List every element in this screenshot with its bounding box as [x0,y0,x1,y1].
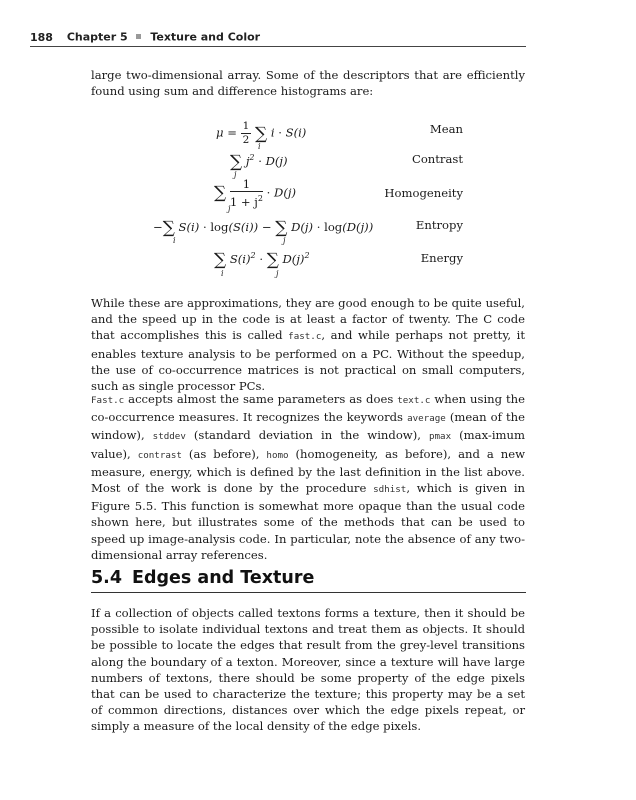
code-average: average [407,413,446,425]
equation-label-mean: Mean [429,122,463,136]
code-contrast: contrast [137,449,182,461]
equation-label-entropy: Entropy [415,218,463,232]
chapter-title: Texture and Color [150,30,261,44]
equation-label-energy: Energy [420,251,463,265]
paragraph-edges: If a collection of objects called textons forms a texture, then it should be possible to isolate individual textons and treat them as objects. It should be possible to locate the edges that result from the grey-level transitions along the boundary of a texton. Moreover, since a texture will have large numbers of textons, there should be some property of the edge pixels that can be used to characterize the texture; this property may be a set of common directions, distances over which the edge pixels repeat, or simply a measure of the local density of the edge pixels. [91,606,525,734]
page-number: 188 [30,30,53,44]
chapter-label: Chapter 5 [66,30,128,44]
equation-contrast: ∑ $j^2 \cdot D(j)$ j [230,152,288,179]
intro-paragraph: large two-dimensional array. Some of the descriptors that are efficiently found using sum and difference histograms are: [91,68,525,99]
section-heading [91,568,314,588]
section-number: 5.4 [91,568,123,588]
equation-energy: ∑ $S(i)^2$ · ∑ $D(j)^2$ i j [214,250,310,278]
running-header [30,30,525,46]
code-stddev: stddev [152,431,186,443]
section-rule [91,592,526,593]
equation-entropy: −∑ S(i) · log(S(i)) − ∑ D(j) · log(D(j)) i j [153,218,374,245]
code-sdhist: sdhist [373,484,407,496]
equation-homogeneity: ∑ $\frac{1}{1 + j^2}$ · D(j) j [214,177,296,213]
separator-square-icon [136,34,141,39]
equation-mean: μ = $\frac{1}{2}$ ∑ i · S(i) i [216,120,307,151]
equation-label-contrast: Contrast [411,152,463,166]
paragraph-speedup: While these are approximations, they are good enough to be quite useful, and the speed up in the code is at least a factor of twenty. The C code that accomplishes this is called fast.c, and while perhaps not pretty, it enables texture analysis to be performed on a PC. Without the speedup, the use of co-occurrence matrices is not practical on small computers, such as single processor PCs. [91,296,525,394]
code-pmax: pmax [428,431,452,443]
code-fast-c: fast.c [288,331,322,343]
equation-label-homogeneity: Homogeneity [384,186,463,200]
header-rule [30,46,526,47]
code-homo: homo [266,449,289,461]
paragraph-fast-c: Fast.c accepts almost the same parameters as does text.c when using the co-occurrence measures. It recognizes the keywords average (mean of the window), stddev (standard deviation in the window), pmax (max-imum value), contrast (as before), homo (homogeneity, as before), and a new measure, energy, which is defined by the last definition in the list above. Most of the work is done by the procedure sdhist, which is given in Figure 5.5. This function is somewhat more opaque than the usual code shown here, but illustrates some of the methods that can be used to speed up image-analysis code. In particular, note the absence of any two-dimensional array references. [91,392,525,562]
code-fast-c-cap: Fast.c [91,395,125,406]
code-text-c: text.c [397,395,431,406]
section-title: Edges and Texture [132,568,315,588]
